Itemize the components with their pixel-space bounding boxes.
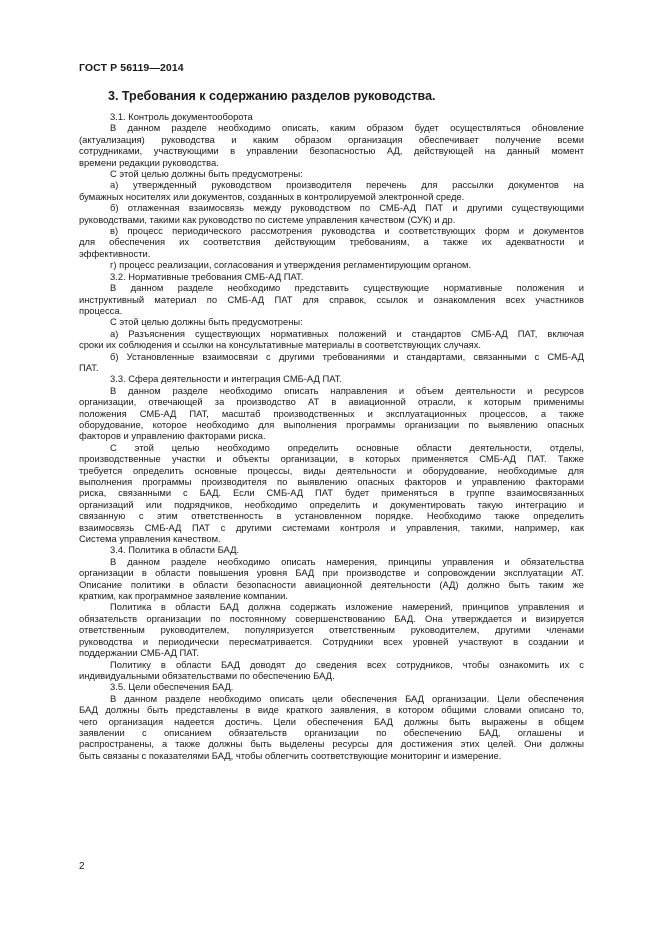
body-text-line: 3.2. Нормативные требования СМБ-АД ПАТ. xyxy=(110,270,304,282)
body-text-line: а) Разъяснения существующих нормативных положений и стандартов СМБ-АД ПАТ, включая xyxy=(110,327,584,339)
section-title: 3. Требования к содержанию разделов руководства. xyxy=(108,89,436,103)
body-text-line: б) Установленные взаимосвязи с другими требованиями и стандартами, связанными с СМБ-АД xyxy=(110,350,584,362)
body-text-line: В данном разделе необходимо описать намерения, принципы управления и обязательства xyxy=(110,555,584,567)
body-text-line: обязательств организации по постоянному совершенствованию БАД. Она утверждается и визируется xyxy=(79,612,584,624)
body-text-line: инструктивный материал по СМБ-АД ПАТ для справок, ссылок и ознакомления всех участников xyxy=(79,293,584,305)
body-text-line: связанную с этим ответственность в установленном порядке. Необходимо также определить xyxy=(79,510,584,522)
body-text-line: выполнения программы производителя по выявлению опасных факторов и управлению факторами xyxy=(79,476,584,487)
body-text-line: организаций или подрядчиков, необходимо определить и документировать такую интеграцию и xyxy=(79,498,584,510)
body-text-line: а) утвержденный руководством производителя перечень для рассылки документов на xyxy=(110,179,584,191)
body-text-line: В данном разделе необходимо описать, каким образом будет осуществляться обновление xyxy=(110,122,584,134)
body-text-line: 3.4. Политика в области БАД. xyxy=(110,544,240,556)
body-text-line: БАД должны быть представлены в виде краткого заявления, в котором общими словами описано то, xyxy=(79,704,584,716)
body-text-line: организации, отвечающей за производство АТ в авиационной отрасли, к которым применимы xyxy=(79,396,584,408)
body-text-line: заявлении с описанием обязательств организации по обеспечению БАД, оглашены и xyxy=(79,726,584,738)
body-text-line: чего организация надеется достичь. Цели обеспечения БАД должны быть выражены в общем xyxy=(79,715,584,727)
body-text-line: ПАТ. xyxy=(79,361,99,373)
body-text-line: положения СМБ-АД ПАТ, масштаб производственных и эксплуатационных процессов, а также xyxy=(79,407,584,419)
page-number: 2 xyxy=(79,861,85,872)
body-text-line: Описание политики в области безопасности авиационной деятельности (АД) должно быть таким же xyxy=(79,578,584,590)
body-text-line: процесса. xyxy=(79,304,123,316)
body-text-line: оборудование, которое необходимо для выполнения программы организации по выявлению опасных xyxy=(79,418,584,430)
body-text-line: сотрудниками, участвующими в управлении безопасностью АД, действующей на данный момент xyxy=(79,145,584,157)
body-text-line: С этой целью должны быть предусмотрены: xyxy=(110,316,303,328)
body-text-line: С этой целью необходимо определить основные области деятельности, отделы, xyxy=(110,441,584,453)
body-text-line: ответственным руководителем, популяризуется ответственным руководителем, другими членами xyxy=(79,624,584,636)
body-text-line: Политика в области БАД должна содержать изложение намерений, принципов управления и xyxy=(110,601,584,613)
body-text-line: В данном разделе необходимо представить существующие нормативные положения и xyxy=(110,282,584,294)
body-text-line: индивидуальными обязательствами по обеспечению БАД. xyxy=(79,669,335,681)
document-body xyxy=(79,111,584,761)
body-text-line: 3.5. Цели обеспечения БАД. xyxy=(110,681,234,693)
body-text-line: требуется определить основные процессы, виды деятельности и оборудование, необходимые для xyxy=(79,464,584,476)
body-text-line: 3.1. Контроль документооборота xyxy=(110,111,253,122)
body-text-line: поддержании СМБ-АД ПАТ. xyxy=(79,647,200,659)
body-text-line: распространены, а также должны быть выделены ресурсы для достижения этих целей. Они должны xyxy=(79,738,584,750)
body-text-line: сроки их соблюдения и ссылки на консультативные материалы в соответствующих случаях. xyxy=(79,339,482,351)
body-text-line: эффективности. xyxy=(79,247,151,259)
body-text-line: взаимосвязь СМБ-АД ПАТ с другими системами контроля и управления, такими, например, как xyxy=(79,521,584,533)
body-text-line: (актуализация) руководства и каким образом организация обеспечивает получение всеми xyxy=(79,133,584,145)
document-header: ГОСТ Р 56119—2014 xyxy=(79,62,184,74)
body-text-line: организации в области повышения уровня БАД при производстве и сопровождении эксплуатации АТ. xyxy=(79,567,584,579)
body-text-line: 3.3. Сфера деятельности и интеграция СМБ-АД ПАТ. xyxy=(110,373,343,385)
body-text-line: В данном разделе необходимо описать цели обеспечения БАД организации. Цели обеспечения xyxy=(110,692,584,704)
body-text-line: бумажных носителях или документов, созданных в контролируемой электронной среде. xyxy=(79,190,465,202)
body-text-line: риска, связанными с БАД. Если СМБ-АД ПАТ будет применяться в группе взаимосвязанных xyxy=(79,487,584,499)
body-text-line: Политику в области БАД доводят до сведения всех сотрудников, чтобы ознакомить их с xyxy=(110,658,584,670)
body-text-line: Система управления качеством. xyxy=(79,533,221,545)
body-text-line: б) отлаженная взаимосвязь между руководством по СМБ-АД ПАТ и другими существующими xyxy=(110,202,584,214)
body-text-line: факторов и управлению факторами риска. xyxy=(79,430,266,442)
body-text-line: руководствами, такими как руководство по системе управления качеством (СУК) и др. xyxy=(79,213,456,225)
body-text-line: производственные участки и объекты организации, в которых применяется СМБ-АД ПАТ. Также xyxy=(79,453,584,465)
body-text-line: быть связаны с показателями БАД, чтобы облегчить соответствующие мониторинг и измерение. xyxy=(79,749,502,761)
body-text-line: руководства и периодически пересматривается. Сотрудники всех уровней участвуют в создании и xyxy=(79,635,584,647)
body-text-line: времени редакции руководства. xyxy=(79,156,219,168)
body-text-line: в) процесс периодического рассмотрения руководства и соответствующих форм и документов xyxy=(110,225,584,237)
body-text-line: В данном разделе необходимо описать направления и объем деятельности и ресурсов xyxy=(110,384,584,396)
body-text-line: кратким, как программное заявление компании. xyxy=(79,590,288,602)
body-text-line: С этой целью должны быть предусмотрены: xyxy=(110,168,303,180)
body-text-line: г) процесс реализации, согласования и утверждения регламентирующим органом. xyxy=(110,259,472,271)
body-text-line: для обеспечения их соответствия действующим требованиям, а также их адекватности и xyxy=(79,236,584,248)
